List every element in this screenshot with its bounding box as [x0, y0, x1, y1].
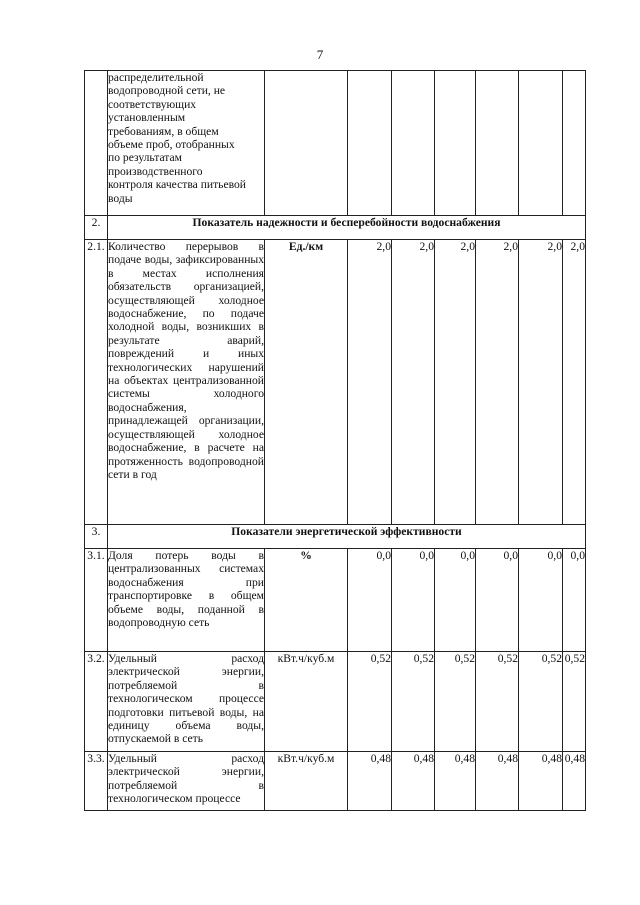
indicator-description: Доля потерь воды в централизованных системах водоснабжения при транспортировке в общем объеме воды, поданной в водопроводную сеть — [108, 549, 265, 652]
value-cell — [519, 71, 563, 216]
value-cell: 2,0 — [519, 240, 563, 525]
table-row — [85, 752, 586, 811]
section-row — [85, 216, 586, 240]
value-cell: 0,48 — [476, 752, 519, 811]
value-cell: 0,48 — [348, 752, 392, 811]
value-cell: 2,0 — [435, 240, 476, 525]
row-number: 2.1. — [85, 240, 108, 525]
indicator-description: Удельный расход электрической энергии, потребляемой в технологическом процессе подготовки питьевой воды, на единицу объема воды, отпускаемой в сеть — [108, 652, 265, 752]
value-cell — [392, 71, 435, 216]
section-row — [85, 525, 586, 549]
value-cell: 0,0 — [435, 549, 476, 652]
table-row — [85, 71, 586, 216]
indicator-description: распределительной водопроводной сети, не соответствующих установленным требованиям, в общем объеме проб, отобранных по результатам производственного контроля качества питьевой воды — [108, 71, 265, 216]
value-cell: 0,52 — [519, 652, 563, 752]
value-cell: 0,48 — [392, 752, 435, 811]
table-row — [85, 549, 586, 652]
row-number: 3.2. — [85, 652, 108, 752]
indicator-description: Удельный расход электрической энергии, потребляемой в технологическом процессе — [108, 752, 265, 811]
value-cell: 0,52 — [348, 652, 392, 752]
value-cell: 0,0 — [392, 549, 435, 652]
value-cell: 2,0 — [563, 240, 586, 525]
section-title: Показатели энергетической эффективности — [108, 525, 586, 549]
indicators-table — [84, 70, 586, 811]
row-number — [85, 71, 108, 216]
value-cell: 0,52 — [563, 652, 586, 752]
unit-cell: % — [265, 549, 348, 652]
value-cell: 2,0 — [348, 240, 392, 525]
value-cell: 0,0 — [563, 549, 586, 652]
value-cell — [476, 71, 519, 216]
value-cell: 0,0 — [476, 549, 519, 652]
section-title: Показатель надежности и бесперебойности водоснабжения — [108, 216, 586, 240]
value-cell — [563, 71, 586, 216]
unit-cell: кВт.ч/куб.м — [265, 652, 348, 752]
value-cell: 0,52 — [392, 652, 435, 752]
section-number: 2. — [85, 216, 108, 240]
row-number: 3.1. — [85, 549, 108, 652]
value-cell: 0,52 — [476, 652, 519, 752]
table-row — [85, 652, 586, 752]
value-cell: 2,0 — [392, 240, 435, 525]
value-cell — [348, 71, 392, 216]
value-cell: 2,0 — [476, 240, 519, 525]
value-cell: 0,48 — [435, 752, 476, 811]
unit-cell: кВт.ч/куб.м — [265, 752, 348, 811]
section-number: 3. — [85, 525, 108, 549]
unit-cell: Ед./км — [265, 240, 348, 525]
table-row — [85, 240, 586, 525]
value-cell: 0,48 — [519, 752, 563, 811]
value-cell: 0,52 — [435, 652, 476, 752]
value-cell — [435, 71, 476, 216]
page-number: 7 — [316, 47, 324, 62]
value-cell: 0,48 — [563, 752, 586, 811]
value-cell: 0,0 — [348, 549, 392, 652]
indicator-description: Количество перерывов в подаче воды, зафиксированных в местах исполнения обязательств организацией, осуществляющей холодное водоснабжение, по подаче холодной воды, возникших в результате аварий, повреждений и иных технологических нарушений на объектах централизованной системы холодного водоснабжения, принадлежащей организации, осуществляющей холодное водоснабжение, в расчете на протяженность водопроводной сети в год — [108, 240, 265, 525]
row-number: 3.3. — [85, 752, 108, 811]
value-cell: 0,0 — [519, 549, 563, 652]
unit-cell — [265, 71, 348, 216]
